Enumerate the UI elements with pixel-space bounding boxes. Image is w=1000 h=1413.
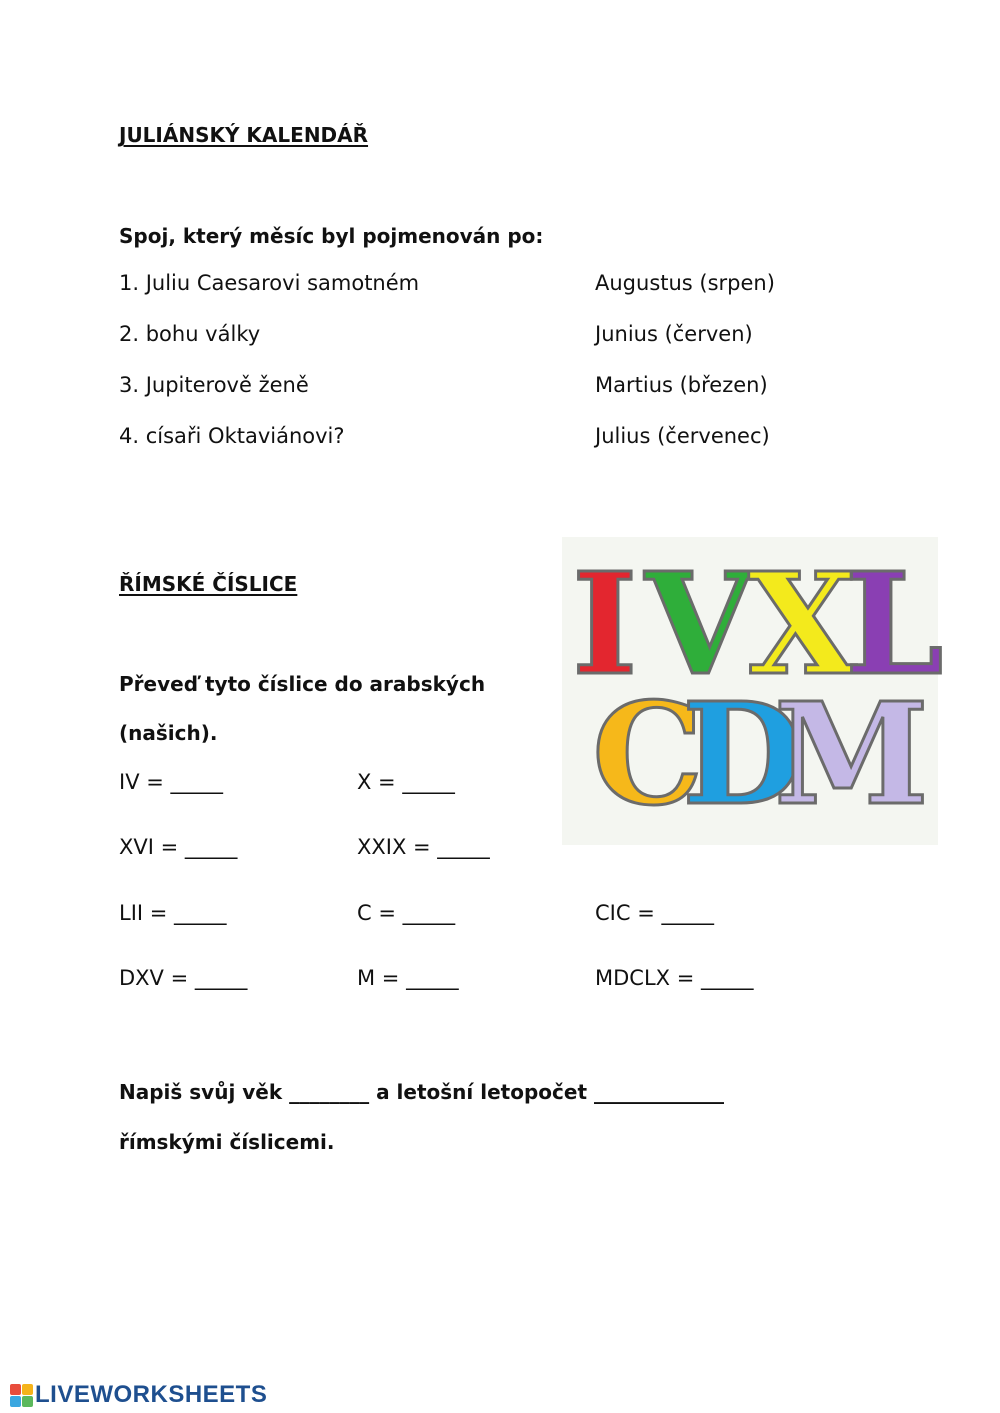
logo-square-3 — [10, 1396, 21, 1407]
letter-x: X — [748, 543, 857, 707]
logo-square-2 — [22, 1384, 33, 1395]
age-year-prompt-line2: římskými číslicemi. — [119, 1130, 335, 1154]
liveworksheets-logo-icon — [10, 1384, 33, 1407]
match-right-item-3[interactable]: Martius (březen) — [595, 373, 768, 397]
letter-m: M — [774, 673, 929, 837]
match-left-item-4: 4. císaři Oktaviánovi? — [119, 424, 345, 448]
exercise-iv[interactable]: IV = _____ — [119, 770, 224, 794]
exercise-lii[interactable]: LII = _____ — [119, 901, 227, 925]
calendar-title: JULIÁNSKÝ KALENDÁŘ — [119, 123, 369, 147]
roman-numerals-title: ŘÍMSKÉ ČÍSLICE — [119, 572, 298, 596]
roman-letters-illustration — [562, 537, 944, 845]
letter-i: I — [572, 543, 638, 707]
age-year-prompt-line1[interactable]: Napiš svůj věk ________ a letošní letopočet _____________ — [119, 1080, 724, 1104]
exercise-m[interactable]: M = _____ — [357, 966, 459, 990]
exercise-xvi[interactable]: XVI = _____ — [119, 835, 238, 859]
letter-c: C — [592, 673, 704, 837]
match-right-item-2[interactable]: Junius (červen) — [595, 322, 753, 346]
exercise-x[interactable]: X = _____ — [357, 770, 455, 794]
match-right-item-1[interactable]: Augustus (srpen) — [595, 271, 775, 295]
exercise-xxix[interactable]: XXIX = _____ — [357, 835, 490, 859]
liveworksheets-footer[interactable] — [10, 1380, 267, 1410]
letter-d: D — [682, 673, 804, 837]
roman-instruction-line2: (našich). — [119, 721, 218, 745]
match-right-item-4[interactable]: Julius (červenec) — [595, 424, 770, 448]
letter-v: V — [645, 543, 754, 707]
exercise-cic[interactable]: CIC = _____ — [595, 901, 714, 925]
liveworksheets-brand: LIVEWORKSHEETS — [35, 1381, 268, 1408]
exercise-dxv[interactable]: DXV = _____ — [119, 966, 248, 990]
logo-square-1 — [10, 1384, 21, 1395]
match-left-item-1: 1. Juliu Caesarovi samotném — [119, 271, 420, 295]
logo-square-4 — [22, 1396, 33, 1407]
calendar-instruction: Spoj, který měsíc byl pojmenován po: — [119, 224, 544, 248]
roman-instruction-line1: Převeď tyto číslice do arabských — [119, 672, 486, 696]
exercise-mdclx[interactable]: MDCLX = _____ — [595, 966, 754, 990]
match-left-item-2: 2. bohu války — [119, 322, 261, 346]
match-left-item-3: 3. Jupiterově ženě — [119, 373, 309, 397]
exercise-c[interactable]: C = _____ — [357, 901, 456, 925]
letter-l: L — [845, 543, 944, 707]
